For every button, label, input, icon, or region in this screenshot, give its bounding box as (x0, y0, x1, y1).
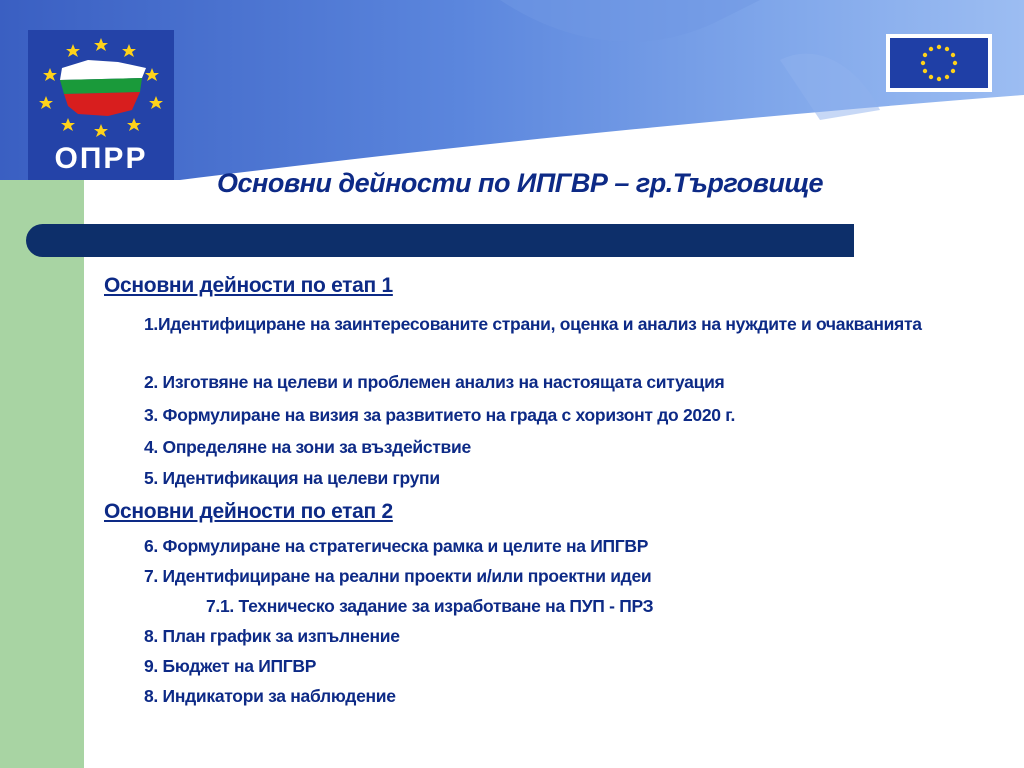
list-item: 4. Определяне на зони за въздействие (144, 437, 471, 457)
eu-stars-icon (890, 38, 988, 88)
list-item: 2. Изготвяне на целеви и проблемен анализ на настоящата ситуация (144, 372, 725, 392)
logo-text: ОПРР (54, 142, 148, 175)
list-item: 1.Идентифициране на заинтересованите страни, оценка и анализ на нуждите и очакванията (144, 314, 922, 334)
stage-2-heading: Основни дейности по етап 2 (104, 500, 393, 523)
oprr-logo (28, 30, 174, 180)
eu-flag (886, 34, 992, 92)
title-divider-bar (26, 224, 854, 257)
bulgaria-map-icon (28, 30, 174, 140)
list-item: 8. План график за изпълнение (144, 626, 400, 646)
list-item: 7. Идентифициране на реални проекти и/или проектни идеи (144, 566, 652, 586)
list-item: 5. Идентификация на целеви групи (144, 468, 440, 488)
page-title: Основни дейности по ИПГВР – гр.Търговище (217, 168, 823, 198)
list-item: 6. Формулиране на стратегическа рамка и целите на ИПГВР (144, 536, 649, 556)
list-item: 8. Индикатори за наблюдение (144, 686, 396, 706)
list-item: 9. Бюджет на ИПГВР (144, 656, 317, 676)
list-subitem: 7.1. Техническо задание за изработване на ПУП - ПРЗ (206, 596, 654, 616)
left-green-strip (0, 180, 84, 768)
stage-1-heading: Основни дейности по етап 1 (104, 274, 393, 297)
list-item: 3. Формулиране на визия за развитието на града с хоризонт до 2020 г. (144, 405, 736, 425)
